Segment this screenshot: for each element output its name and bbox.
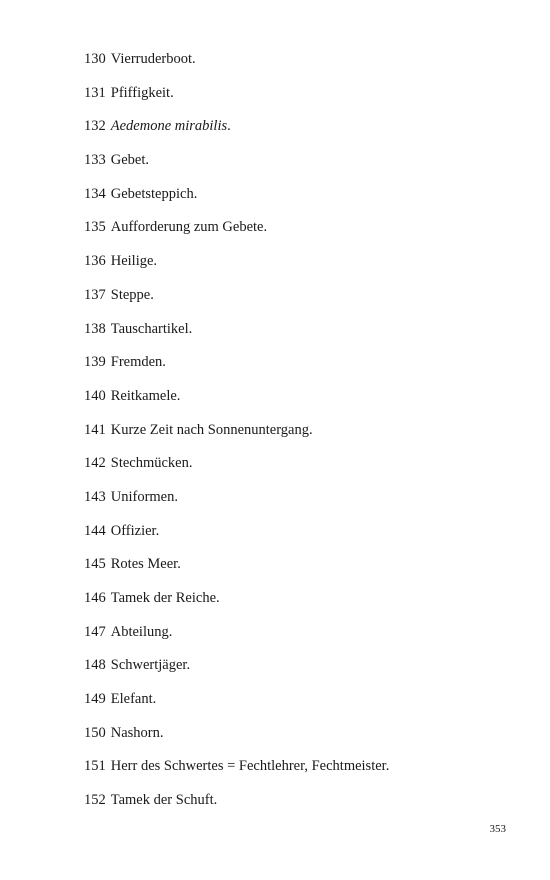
glossary-entry (84, 420, 389, 454)
glossary-entry (84, 352, 389, 386)
entry-number: 137 (84, 286, 106, 303)
entry-text: Abteilung. (110, 623, 173, 640)
glossary-entry (84, 386, 389, 420)
glossary-entry (84, 689, 389, 723)
entry-text: Pfiffigkeit. (110, 84, 174, 101)
entry-number: 147 (84, 623, 106, 640)
entry-number: 150 (84, 724, 106, 741)
glossary-entry (84, 49, 389, 83)
glossary-entry (84, 554, 389, 588)
entry-number: 139 (84, 354, 106, 371)
glossary-entry (84, 756, 389, 790)
glossary-entry (84, 83, 389, 117)
entry-text: Elefant. (110, 691, 157, 708)
entry-number: 135 (84, 219, 106, 236)
glossary-entry (84, 150, 389, 184)
glossary-entry (84, 453, 389, 487)
entry-text: Nashorn. (110, 724, 164, 741)
entry-text: Tamek der Reiche. (110, 590, 220, 606)
entry-number: 144 (84, 522, 106, 539)
entry-number: 149 (84, 691, 106, 708)
entry-number: 132 (84, 118, 106, 135)
entry-text: Offizier. (110, 522, 160, 539)
entry-number: 145 (84, 556, 106, 573)
entry-text: Vierruderboot. (110, 51, 196, 67)
entry-number: 134 (84, 185, 106, 202)
entry-number: 133 (84, 152, 106, 169)
entry-number: 151 (84, 758, 106, 775)
glossary-list (84, 49, 389, 824)
glossary-entry (84, 622, 389, 656)
glossary-entry (84, 790, 389, 824)
glossary-entry (84, 116, 389, 150)
entry-number: 146 (84, 590, 106, 606)
entry-text: Tamek der Schuft. (110, 792, 218, 809)
entry-text: Herr des Schwertes = Fechtlehrer, Fechtmeister. (110, 758, 390, 775)
entry-number: 141 (84, 421, 106, 438)
entry-number: 138 (84, 320, 106, 337)
glossary-entry (84, 285, 389, 319)
entry-text: Kurze Zeit nach Sonnenuntergang. (110, 421, 313, 438)
entry-text: Stechmücken. (110, 455, 193, 472)
entry-text: Aufforderung zum Gebete. (110, 219, 268, 236)
entry-number: 148 (84, 657, 106, 674)
entry-text: Rotes Meer. (110, 556, 181, 573)
entry-number: 140 (84, 387, 106, 404)
glossary-entry (84, 588, 389, 622)
entry-suffix: . (227, 118, 231, 135)
glossary-entry (84, 487, 389, 521)
glossary-entry (84, 184, 389, 218)
glossary-entry (84, 723, 389, 757)
entry-text: Schwertjäger. (110, 657, 191, 674)
entry-text: Reitkamele. (110, 387, 181, 404)
entry-text: Fremden. (110, 354, 166, 371)
glossary-entry (84, 217, 389, 251)
entry-number: 152 (84, 792, 106, 809)
entry-number: 130 (84, 51, 106, 67)
glossary-entry (84, 521, 389, 555)
entry-text: Gebet. (110, 152, 149, 169)
entry-text: Tauschartikel. (110, 320, 193, 337)
glossary-entry (84, 655, 389, 689)
entry-number: 142 (84, 455, 106, 472)
entry-number: 143 (84, 488, 106, 505)
entry-text: Steppe. (110, 286, 154, 303)
entry-number: 131 (84, 84, 106, 101)
glossary-entry (84, 251, 389, 285)
entry-text: Gebetsteppich. (110, 185, 198, 202)
page-number: 353 (489, 823, 506, 835)
entry-text: Aedemone mirabilis (110, 118, 228, 135)
entry-text: Uniformen. (110, 488, 178, 505)
entry-text: Heilige. (110, 253, 158, 270)
entry-number: 136 (84, 253, 106, 270)
glossary-entry (84, 319, 389, 353)
